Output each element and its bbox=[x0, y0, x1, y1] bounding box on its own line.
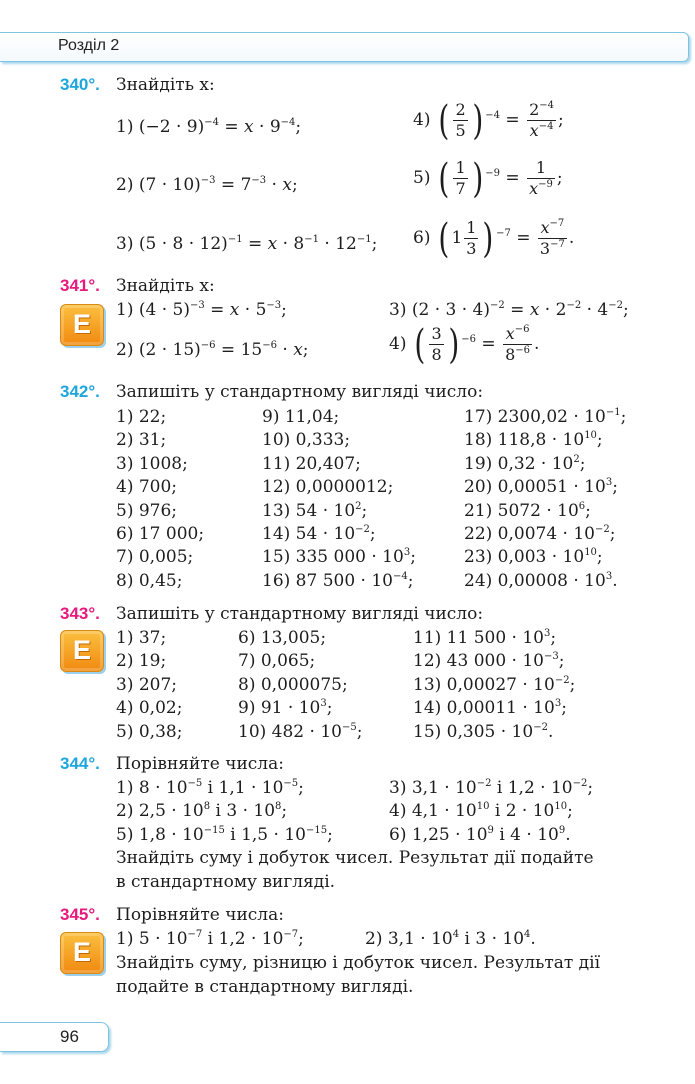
e-badge: E bbox=[60, 932, 104, 974]
ex345-item-2: 2) $3,1 \cdot 10^4$ і $3 \cdot 10^4$. bbox=[365, 929, 536, 949]
ex340-item-5: 5) ( $\frac{1}{7}$ ) $^{-9}$ = $\frac{1}{x^{-9}}$ ; bbox=[413, 155, 563, 202]
exercise-344-task: Порівняйте числа: bbox=[116, 754, 284, 774]
ex342-col-3: 17) $2300,02 \cdot 10^{-1}$; 18) $118,8 \cdot 10^{10}$; 19) $0,32 \cdot 10^2$; 20) $0,00051 \cdot 10^3$; 21) $5072 \cdot 10^6$; 22) $0,0074 \cdot 10^{-2}$; 23) $0,003 \cdot 10^{10}$; 24) $0,00008 \cdot 10^3$. bbox=[464, 407, 627, 591]
e-badge: E bbox=[60, 630, 104, 672]
ex345-item-1: 1) $5 \cdot 10^{-7}$ і $1,2 \cdot 10^{-7}$; bbox=[116, 929, 304, 949]
ex343-col-2: 6) 13,005; 7) 0,065; 8) 0,000075; 9) $91 \cdot 10^3$; 10) $482 \cdot 10^{-5}$; bbox=[238, 628, 363, 742]
ex340-item-6: 6) ( 1 $\frac{1}{3}$ ) $^{-7}$ = $\frac{x^{-7}}{3^{-7}}$ . bbox=[413, 215, 575, 262]
ex344-text-1: Знайдіть суму і добуток чисел. Результат дії подайте bbox=[116, 848, 594, 868]
ex344-col-2: 3) $3,1 \cdot 10^{-2}$ і $1,2 \cdot 10^{-2}$; 4) $4,1 \cdot 10^{10}$ і $2 \cdot 10^{10}$; 6) $1,25 \cdot 10^9$ і $4 \cdot 10^9$. bbox=[389, 778, 594, 845]
exercise-341-task: Знайдіть x: bbox=[116, 276, 215, 296]
section-header bbox=[0, 32, 689, 62]
exercise-343-number: 343°. bbox=[60, 604, 100, 623]
ex345-text-2: подайте в стандартному вигляді. bbox=[116, 977, 414, 997]
ex341-item-4: 4) ( $\frac{3}{8}$ ) $^{-6}$ = $\frac{x^{-6}}{8^{-6}}$ . bbox=[389, 321, 540, 368]
exercise-340-task: Знайдіть x: bbox=[116, 75, 215, 95]
ex340-item-3: 3) $(5 \cdot 8 \cdot 12)^{-1} = x \cdot 8^{-1} \cdot 12^{-1}$; bbox=[116, 234, 378, 254]
exercise-345-task: Порівняйте числа: bbox=[116, 905, 284, 925]
ex344-col-1: 1) $8 \cdot 10^{-5}$ і $1,1 \cdot 10^{-5}$; 2) $2,5 \cdot 10^8$ і $3 \cdot 10^8$; 5) $1,8 \cdot 10^{-15}$ і $1,5 \cdot 10^{-15}$; bbox=[116, 778, 333, 845]
exercise-345-number: 345°. bbox=[60, 905, 100, 924]
ex343-col-3: 11) 11 $500 \cdot 10^3$; 12) 43 $000 \cdot 10^{-3}$; 13) $0,00027 \cdot 10^{-2}$; 14) $0,00011 \cdot 10^3$; 15) $0,305 \cdot 10^{-2}$. bbox=[413, 628, 576, 742]
ex343-col-1: 1) 37; 2) 19; 3) 207; 4) 0,02; 5) 0,38; bbox=[116, 628, 183, 742]
ex341-item-1: 1) $(4 \cdot 5)^{-3} = x \cdot 5^{-3}$; bbox=[116, 300, 287, 320]
exercise-344-number: 344°. bbox=[60, 754, 100, 773]
ex345-text-1: Знайдіть суму, різницю і добуток чисел. Результат дії bbox=[116, 953, 601, 973]
exercise-342-number: 342°. bbox=[60, 382, 100, 401]
exercise-341-number: 341°. bbox=[60, 276, 100, 295]
e-badge: E bbox=[60, 304, 104, 346]
ex340-item-1: 1) $(-2 \cdot 9)^{-4} = x \cdot 9^{-4}$; bbox=[116, 117, 302, 137]
section-title: Розділ 2 bbox=[58, 37, 120, 54]
ex344-text-2: в стандартному вигляді. bbox=[116, 872, 336, 892]
page-number-tab bbox=[0, 1022, 109, 1052]
page-number: 96 bbox=[60, 1027, 79, 1046]
ex341-item-3: 3) $(2 \cdot 3 \cdot 4)^{-2} = x \cdot 2^{-2} \cdot 4^{-2}$; bbox=[389, 300, 629, 320]
ex340-item-2: 2) $(7 \cdot 10)^{-3} = 7^{-3} \cdot x$; bbox=[116, 175, 298, 195]
ex341-item-2: 2) $(2 \cdot 15)^{-6} = 15^{-6} \cdot x$; bbox=[116, 340, 309, 360]
ex340-item-4: 4) ( $\frac{2}{5}$ ) $^{-4}$ = $\frac{2^{-4}}{x^{-4}}$ ; bbox=[413, 97, 564, 144]
exercise-342-task: Запишіть у стандартному вигляді число: bbox=[116, 382, 484, 402]
ex342-col-2: 9) 11,04; 10) 0,333; 11) 20,407; 12) 0,0000012; 13) $54 \cdot 10^2$; 14) $54 \cdot 10^{-2}$; 15) 335 $000 \cdot 10^3$; 16) 87 $500 \cdot 10^{-4}$; bbox=[262, 407, 416, 591]
exercise-343-task: Запишіть у стандартному вигляді число: bbox=[116, 604, 484, 624]
ex342-col-1: 1) 22; 2) 31; 3) 1008; 4) 700; 5) 976; 6) 17 000; 7) 0,005; 8) 0,45; bbox=[116, 407, 205, 591]
exercise-340-number: 340°. bbox=[60, 75, 100, 94]
